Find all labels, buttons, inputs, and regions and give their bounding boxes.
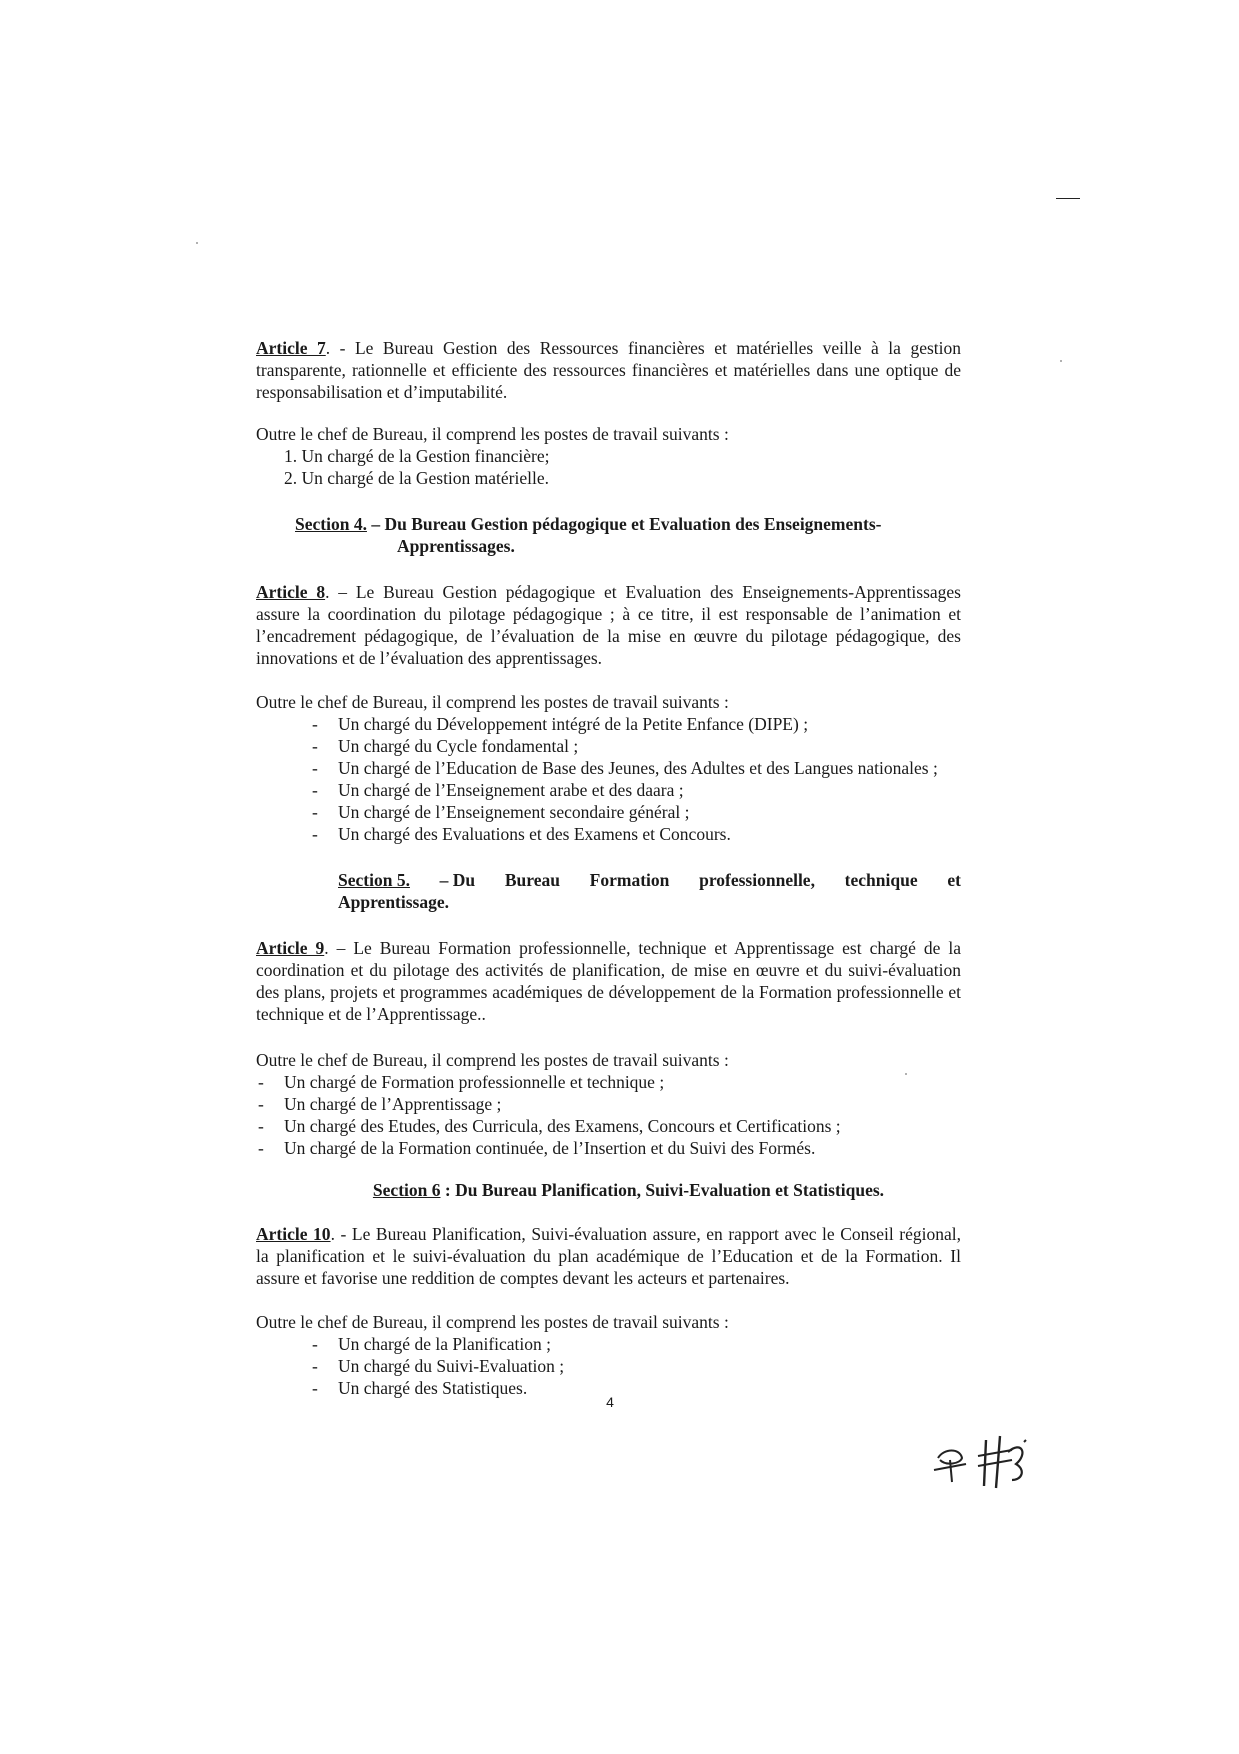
article-8-label: Article 8 — [256, 582, 326, 602]
section-5-word: technique — [844, 870, 918, 890]
section-5-word: Formation — [589, 870, 670, 890]
section-5-title-line2: Apprentissage. — [338, 892, 450, 912]
list-item: 1. Un chargé de la Gestion financière; — [284, 446, 550, 466]
section-5-word: Bureau — [504, 870, 560, 890]
section-5-word: – Du — [439, 870, 476, 890]
list-item: - Un chargé du Cycle fondamental ; — [256, 735, 961, 757]
list-item: - Un chargé du Suivi-Evaluation ; — [256, 1355, 961, 1377]
margin-mark — [1056, 198, 1080, 199]
section-4-title-line2: Apprentissages. — [397, 536, 515, 556]
section-5-word: et — [947, 870, 961, 890]
section-5-heading — [338, 869, 961, 891]
section-5-word: professionnelle, — [699, 870, 815, 890]
section-5-label: Section 5. — [338, 870, 410, 890]
list-item: - Un chargé des Etudes, des Curricula, des Examens, Concours et Certifications ; — [256, 1115, 961, 1137]
list-item: - Un chargé des Statistiques. — [256, 1377, 961, 1399]
list-item: - Un chargé des Evaluations et des Examens et Concours. — [256, 823, 961, 845]
list-item: 2. Un chargé de la Gestion matérielle. — [284, 468, 549, 488]
article-7-list — [256, 445, 961, 489]
article-7-paragraph — [256, 337, 961, 403]
page-number: 4 — [606, 1394, 614, 1410]
article-10-list — [256, 1333, 961, 1399]
scan-speck — [196, 242, 198, 244]
document-body — [256, 337, 961, 1399]
article-10-text: . - Le Bureau Planification, Suivi-évaluation assure, en rapport avec le Conseil régional, la planification et le suivi-évaluation du plan académique de l’Education et de la Formation. Il assure et favorise une reddition de comptes devant les acteurs et partenaires. — [256, 1224, 961, 1288]
list-item: - Un chargé de la Formation continuée, de l’Insertion et du Suivi des Formés. — [256, 1137, 961, 1159]
list-item: - Un chargé de l’Enseignement arabe et des daara ; — [256, 779, 961, 801]
section-4-title-line1: – Du Bureau Gestion pédagogique et Evaluation des Enseignements- — [366, 514, 882, 534]
article-9-label: Article 9 — [256, 938, 325, 958]
section-6-label: Section 6 — [372, 1180, 441, 1200]
section-6-title: : Du Bureau Planification, Suivi-Evaluation et Statistiques. — [440, 1180, 885, 1200]
article-9-text: . – Le Bureau Formation professionnelle, technique et Apprentissage est chargé de la coordination et du pilotage des activités de planification, de mise en œuvre et du suivi-évaluation des plans, projets et programmes académiques de développement de la Formation professionnelle et technique et de l’Apprentissage.. — [256, 938, 961, 1024]
section-4-heading — [295, 513, 961, 557]
section-6-heading — [296, 1179, 961, 1201]
article-8-list — [256, 713, 961, 845]
article-9-list — [256, 1071, 961, 1159]
list-item: - Un chargé de l’Enseignement secondaire général ; — [256, 801, 961, 823]
handwritten-initials-signature — [930, 1430, 1040, 1500]
article-7-label: Article 7 — [256, 338, 326, 358]
article-7-text: . - Le Bureau Gestion des Ressources financières et matérielles veille à la gestion transparente, rationnelle et efficiente des ressources financières et matérielles dans une optique de responsabilisation et d’imputabilité. — [256, 338, 961, 402]
article-10-paragraph — [256, 1223, 961, 1289]
article-10-label: Article 10 — [256, 1224, 331, 1244]
list-item: - Un chargé de Formation professionnelle et technique ; — [256, 1071, 961, 1093]
section-4-label: Section 4. — [295, 514, 367, 534]
scan-speck — [1060, 360, 1062, 362]
article-10-intro: Outre le chef de Bureau, il comprend les postes de travail suivants : — [256, 1312, 729, 1332]
article-8-text: . – Le Bureau Gestion pédagogique et Evaluation des Enseignements-Apprentissages assure la coordination du pilotage pédagogique ; à ce titre, il est responsable de l’animation et l’encadrement pédagogique, de l’évaluation de la mise en œuvre du pilotage pédagogique, des innovations et de l’évaluation des apprentissages. — [256, 582, 961, 668]
list-item: - Un chargé de la Planification ; — [256, 1333, 961, 1355]
article-9-intro: Outre le chef de Bureau, il comprend les postes de travail suivants : — [256, 1050, 729, 1070]
list-item: - Un chargé de l’Apprentissage ; — [256, 1093, 961, 1115]
article-8-paragraph — [256, 581, 961, 669]
article-7-intro: Outre le chef de Bureau, il comprend les postes de travail suivants : — [256, 424, 729, 444]
list-item: - Un chargé de l’Education de Base des Jeunes, des Adultes et des Langues nationales ; — [256, 757, 961, 779]
article-9-paragraph — [256, 937, 961, 1025]
article-8-intro: Outre le chef de Bureau, il comprend les postes de travail suivants : — [256, 692, 729, 712]
list-item: - Un chargé du Développement intégré de la Petite Enfance (DIPE) ; — [256, 713, 961, 735]
